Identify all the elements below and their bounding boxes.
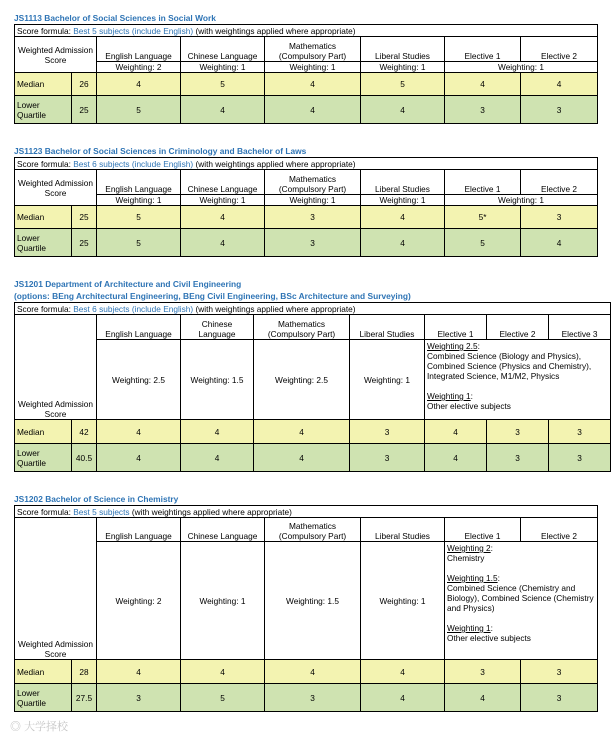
weighting: Weighting: 1 [445,195,598,206]
elective-weightings: Weighting 2.5: Combined Science (Biology and Physics), Combined Science (Physics and Chemistry), Integrated Science, M1/M2, Physics Weighting 1: Other elective subjects [425,340,611,420]
admission-table [14,24,598,124]
lower-quartile-row: Lower Quartile 25 5 4 3 4 5 4 [15,229,598,257]
lower-quartile-row: Lower Quartile 40.5 4 4 4 3 4 3 3 [15,444,611,472]
median-row: Median 42 4 4 4 3 4 3 3 [15,420,611,444]
weighting: Weighting: 1.5 [181,340,254,420]
section-subtitle: (options: BEng Architectural Engineering, BEng Civil Engineering, BSc Architecture and Surveying) [14,291,411,301]
section-title: JS1113 Bachelor of Social Sciences in Social Work [14,13,216,23]
header-maths: Mathematics (Compulsory Part) [265,37,361,62]
header-english: English Language [97,518,181,542]
score-formula: Score formula: Best 5 subjects (with weightings applied where appropriate) [15,506,598,518]
weighting: Weighting: 1 [181,195,265,206]
header-chinese: Chinese Language [181,518,265,542]
weighting: Weighting: 1 [350,340,425,420]
header-maths: Mathematics (Compulsory Part) [265,170,361,195]
median-row: Median 25 5 4 3 4 5* 3 [15,206,598,229]
header-ls: Liberal Studies [350,315,425,340]
header-maths: Mathematics (Compulsory Part) [254,315,350,340]
header-elective2: Elective 2 [487,315,549,340]
weighted-score-label: Weighted Admission Score [15,170,97,206]
header-elective2: Elective 2 [521,518,598,542]
weighting: Weighting: 1 [265,195,361,206]
section-js1113 [14,12,597,124]
weighted-score-label: Weighted Admission Score [15,315,97,420]
header-elective1: Elective 1 [445,37,521,62]
watermark-logo-icon: ◎ [10,721,21,733]
section-title: JS1201 Department of Architecture and Civil Engineering [14,279,242,289]
admission-table [14,505,598,712]
section-js1201 [14,278,597,472]
admission-table [14,302,611,472]
weighting: Weighting: 1 [361,195,445,206]
median-row: Median 26 4 5 4 5 4 4 [15,73,598,96]
header-elective1: Elective 1 [445,170,521,195]
admission-table [14,157,598,257]
weighted-score-label: Weighted Admission Score [15,37,97,73]
weighting: Weighting: 1 [181,62,265,73]
header-english: English Language [97,315,181,340]
weighting: Weighting: 1 [361,62,445,73]
weighting: Weighting: 2.5 [97,340,181,420]
median-row: Median 28 4 4 4 4 3 3 [15,660,598,684]
header-ls: Liberal Studies [361,518,445,542]
weighting: Weighting: 1 [265,62,361,73]
weighting: Weighting: 2.5 [254,340,350,420]
weighting: Weighting: 1 [97,195,181,206]
header-ls: Liberal Studies [361,170,445,195]
weighting: Weighting: 2 [97,542,181,660]
score-formula: Score formula: Best 5 subjects (include English) (with weightings applied where appropriate) [15,25,598,37]
score-formula: Score formula: Best 6 subjects (include English) (with weightings applied where appropriate) [15,303,611,315]
section-js1202 [14,493,597,712]
weighting: Weighting: 1 [181,542,265,660]
weighting: Weighting: 1.5 [265,542,361,660]
score-formula: Score formula: Best 6 subjects (include English) (with weightings applied where appropriate) [15,158,598,170]
header-ls: Liberal Studies [361,37,445,62]
header-elective1: Elective 1 [425,315,487,340]
header-elective2: Elective 2 [521,170,598,195]
watermark: ◎ 大学择校 [10,721,69,733]
header-chinese: Chinese Language [181,315,254,340]
header-chinese: Chinese Language [181,170,265,195]
weighting: Weighting: 1 [361,542,445,660]
header-english: English Language [97,170,181,195]
weighted-score-label: Weighted Admission Score [15,518,97,660]
header-elective3: Elective 3 [549,315,611,340]
header-english: English Language [97,37,181,62]
header-chinese: Chinese Language [181,37,265,62]
section-title: JS1123 Bachelor of Social Sciences in Criminology and Bachelor of Laws [14,146,307,156]
section-title: JS1202 Bachelor of Science in Chemistry [14,494,179,504]
header-elective1: Elective 1 [445,518,521,542]
section-js1123 [14,145,597,257]
weighting: Weighting: 2 [97,62,181,73]
lower-quartile-row: Lower Quartile 25 5 4 4 4 3 3 [15,96,598,124]
elective-weightings: Weighting 2: Chemistry Weighting 1.5: Combined Science (Chemistry and Biology), Combined Science (Chemistry and Physics) Weighting 1: Other elective subjects [445,542,598,660]
lower-quartile-row: Lower Quartile 27.5 3 5 3 4 4 3 [15,684,598,712]
header-maths: Mathematics (Compulsory Part) [265,518,361,542]
weighting: Weighting: 1 [445,62,598,73]
header-elective2: Elective 2 [521,37,598,62]
